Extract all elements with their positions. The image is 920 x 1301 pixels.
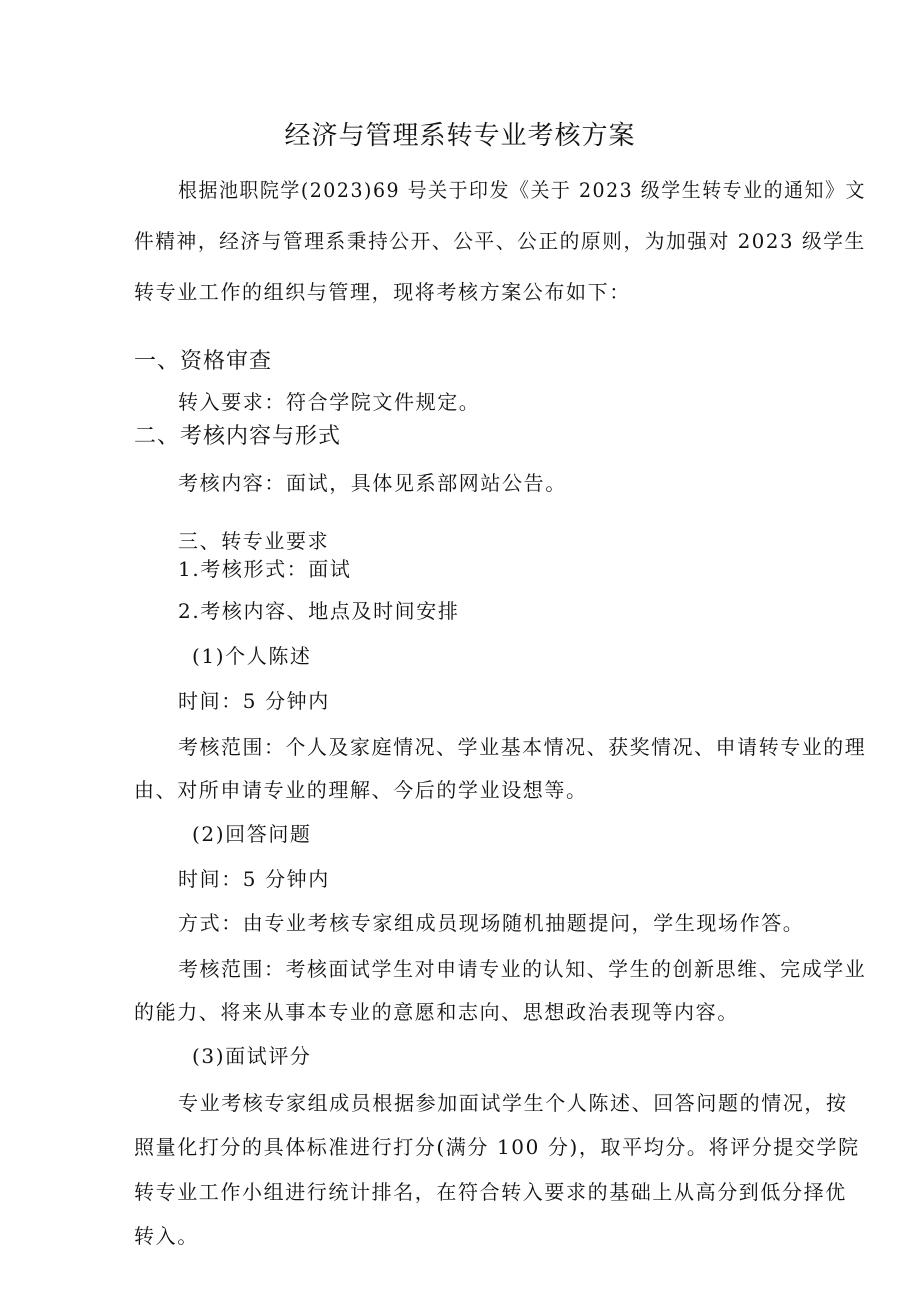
exam-arrangement-line: 2.考核内容、地点及时间安排 bbox=[178, 599, 460, 623]
intro-line-2: 件精神，经济与管理系秉持公开、公平、公正的原则，为加强对 2023 级学生 bbox=[134, 229, 866, 253]
intro-line-3: 转专业工作的组织与管理，现将考核方案公布如下： bbox=[134, 280, 631, 304]
section-1-heading: 一、资格审查 bbox=[134, 349, 273, 374]
part-2-scope-line-1: 考核范围：考核面试学生对申请专业的认知、学生的创新思维、完成学业 bbox=[178, 957, 867, 981]
section-2-heading: 二、考核内容与形式 bbox=[134, 424, 342, 449]
part-3-label: (3)面试评分 bbox=[192, 1044, 312, 1068]
part-1-scope-line-1: 考核范围：个人及家庭情况、学业基本情况、获奖情况、申请转专业的理 bbox=[178, 735, 867, 759]
part-2-method: 方式：由专业考核专家组成员现场随机抽题提问，学生现场作答。 bbox=[178, 911, 805, 935]
part-3-text-line-1: 专业考核专家组成员根据参加面试学生个人陈述、回答问题的情况，按 bbox=[178, 1091, 848, 1115]
intro-line-1: 根据池职院学(2023)69 号关于印发《关于 2023 级学生转专业的通知》文 bbox=[178, 178, 866, 202]
section-2-text: 考核内容：面试，具体见系部网站公告。 bbox=[178, 471, 567, 495]
part-3-text-line-2: 照量化打分的具体标准进行打分(满分 100 分)，取平均分。将评分提交学院 bbox=[134, 1135, 860, 1159]
section-1-text: 转入要求：符合学院文件规定。 bbox=[178, 390, 481, 414]
part-1-scope-line-2: 由、对所申请专业的理解、今后的学业设想等。 bbox=[134, 778, 588, 802]
document-title: 经济与管理系转专业考核方案 bbox=[284, 121, 636, 151]
part-1-label: (1)个人陈述 bbox=[192, 644, 312, 668]
part-2-label: (2)回答问题 bbox=[192, 822, 312, 846]
part-3-text-line-3: 转专业工作小组进行统计排名，在符合转入要求的基础上从高分到低分择优 bbox=[134, 1180, 847, 1204]
part-2-time: 时间：5 分钟内 bbox=[178, 867, 330, 891]
exam-form-line: 1.考核形式：面试 bbox=[178, 557, 352, 581]
part-2-scope-line-2: 的能力、将来从事本专业的意愿和志向、思想政治表现等内容。 bbox=[134, 1000, 739, 1024]
part-1-time: 时间：5 分钟内 bbox=[178, 689, 330, 713]
part-3-text-line-4: 转入。 bbox=[134, 1224, 199, 1248]
section-3-heading: 三、转专业要求 bbox=[178, 529, 330, 553]
